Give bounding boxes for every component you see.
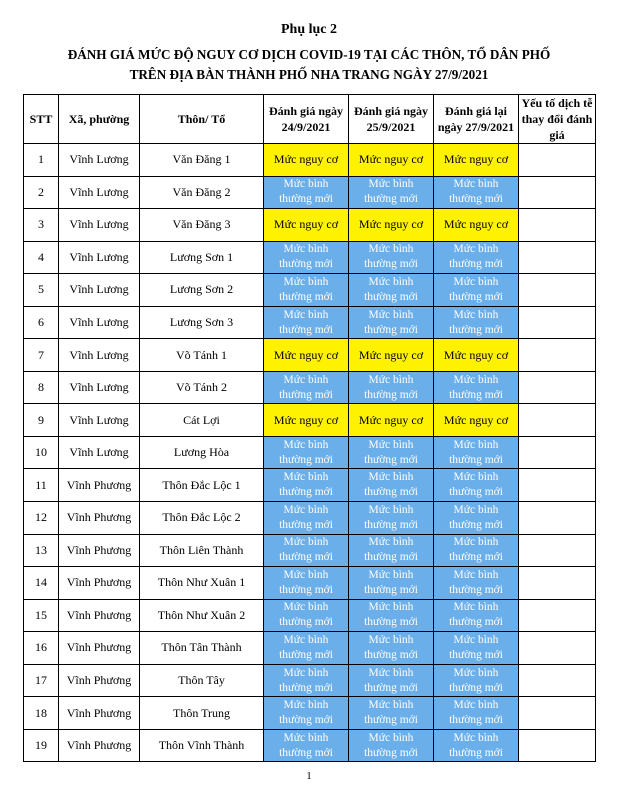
cell-village: Văn Đăng 1: [140, 144, 264, 177]
cell-eval-3: [434, 469, 519, 502]
level-normal-line-2: thường mới: [279, 388, 333, 401]
level-normal-line-1: Mức bình: [453, 633, 499, 646]
cell-eval-2: [349, 436, 434, 469]
document-title: [0, 45, 618, 85]
cell-stt: 9: [24, 404, 59, 437]
level-normal-line-1: Mức bình: [453, 601, 499, 614]
cell-village: Võ Tánh 1: [140, 339, 264, 372]
cell-ward: Vĩnh Phương: [59, 599, 140, 632]
table-row: [24, 404, 596, 437]
header-eval-1-line-1: Đánh giá ngày: [268, 104, 344, 118]
level-normal-line-2: thường mới: [279, 616, 333, 629]
table-row: [24, 469, 596, 502]
table-row: [24, 599, 596, 632]
cell-eval-1: Mức nguy cơ: [264, 144, 349, 177]
level-normal-line-2: thường mới: [279, 323, 333, 336]
header-eval-2-line-1: Đánh giá ngày: [353, 104, 429, 118]
header-eval-2-line-2: 25/9/2021: [366, 120, 416, 134]
title-line-2: TRÊN ĐỊA BÀN THÀNH PHỐ NHA TRANG NGÀY 27/9/2021: [129, 67, 489, 82]
level-normal-line-2: thường mới: [364, 714, 418, 727]
cell-eval-1: Mức nguy cơ: [264, 404, 349, 437]
cell-factor: [519, 209, 596, 242]
cell-village: Lương Sơn 2: [140, 274, 264, 307]
cell-eval-2: [349, 567, 434, 600]
level-normal-line-1: Mức bình: [283, 666, 329, 679]
cell-eval-2: [349, 599, 434, 632]
level-normal-line-2: thường mới: [279, 290, 333, 303]
level-normal-line-2: thường mới: [279, 453, 333, 466]
cell-village: Văn Đăng 3: [140, 209, 264, 242]
level-normal-line-1: Mức bình: [368, 568, 414, 581]
level-normal-line-2: thường mới: [449, 290, 503, 303]
level-normal-line-2: thường mới: [364, 681, 418, 694]
cell-eval-2: [349, 274, 434, 307]
cell-ward: Vĩnh Lương: [59, 176, 140, 209]
cell-eval-3: Mức nguy cơ: [434, 209, 519, 242]
cell-stt: 10: [24, 436, 59, 469]
level-normal-line-2: thường mới: [364, 323, 418, 336]
cell-eval-3: Mức nguy cơ: [434, 404, 519, 437]
cell-eval-3: [434, 599, 519, 632]
level-normal-line-1: Mức bình: [453, 178, 499, 191]
table-row: [24, 632, 596, 665]
cell-ward: Vĩnh Phương: [59, 469, 140, 502]
cell-eval-3: [434, 176, 519, 209]
table-row: [24, 144, 596, 177]
cell-ward: Vĩnh Phương: [59, 632, 140, 665]
cell-ward: Vĩnh Lương: [59, 436, 140, 469]
table-row: [24, 209, 596, 242]
cell-eval-2: [349, 502, 434, 535]
cell-eval-3: Mức nguy cơ: [434, 339, 519, 372]
table-row: [24, 697, 596, 730]
cell-village: Lương Hòa: [140, 436, 264, 469]
cell-eval-2: Mức nguy cơ: [349, 404, 434, 437]
level-normal-line-2: thường mới: [364, 518, 418, 531]
level-normal-line-2: thường mới: [279, 681, 333, 694]
cell-eval-2: [349, 632, 434, 665]
cell-village: Văn Đăng 2: [140, 176, 264, 209]
header-eval-3-line-2: ngày 27/9/2021: [437, 120, 515, 134]
cell-village: Thôn Trung: [140, 697, 264, 730]
level-normal-line-1: Mức bình: [368, 666, 414, 679]
level-normal-line-1: Mức bình: [283, 243, 329, 256]
cell-village: Thôn Liên Thành: [140, 534, 264, 567]
cell-ward: Vĩnh Phương: [59, 502, 140, 535]
cell-ward: Vĩnh Lương: [59, 404, 140, 437]
header-eval-1: [264, 95, 349, 144]
header-factor: [519, 95, 596, 144]
cell-village: Thôn Đắc Lộc 2: [140, 502, 264, 535]
level-normal-line-1: Mức bình: [453, 471, 499, 484]
cell-factor: [519, 502, 596, 535]
level-normal-line-2: thường mới: [364, 453, 418, 466]
level-normal-line-1: Mức bình: [453, 275, 499, 288]
cell-eval-2: Mức nguy cơ: [349, 339, 434, 372]
cell-stt: 15: [24, 599, 59, 632]
level-normal-line-1: Mức bình: [283, 633, 329, 646]
level-normal-line-1: Mức bình: [453, 243, 499, 256]
level-normal-line-2: thường mới: [449, 486, 503, 499]
page-number: 1: [306, 770, 312, 782]
cell-ward: Vĩnh Lương: [59, 339, 140, 372]
cell-eval-1: [264, 697, 349, 730]
level-normal-line-1: Mức bình: [453, 438, 499, 451]
level-normal-line-1: Mức bình: [283, 438, 329, 451]
level-normal-line-1: Mức bình: [368, 373, 414, 386]
cell-village: Lương Sơn 3: [140, 306, 264, 339]
cell-eval-3: Mức nguy cơ: [434, 144, 519, 177]
table-row: [24, 436, 596, 469]
cell-eval-3: [434, 697, 519, 730]
level-normal-line-2: thường mới: [279, 258, 333, 271]
level-normal-line-1: Mức bình: [368, 731, 414, 744]
level-normal-line-1: Mức bình: [283, 308, 329, 321]
cell-factor: [519, 632, 596, 665]
header-factor-line-1: Yếu tố dịch tễ: [521, 96, 593, 110]
cell-ward: Vĩnh Lương: [59, 306, 140, 339]
table-row: [24, 176, 596, 209]
cell-eval-1: [264, 241, 349, 274]
level-normal-line-2: thường mới: [449, 551, 503, 564]
level-normal-line-2: thường mới: [279, 714, 333, 727]
level-normal-line-2: thường mới: [279, 648, 333, 661]
cell-stt: 5: [24, 274, 59, 307]
header-eval-2: [349, 95, 434, 144]
level-normal-line-2: thường mới: [364, 258, 418, 271]
level-normal-line-2: thường mới: [279, 486, 333, 499]
cell-village: Thôn Tân Thành: [140, 632, 264, 665]
cell-eval-1: [264, 599, 349, 632]
cell-eval-3: [434, 436, 519, 469]
cell-eval-2: [349, 241, 434, 274]
cell-ward: Vĩnh Phương: [59, 664, 140, 697]
cell-factor: [519, 567, 596, 600]
cell-stt: 7: [24, 339, 59, 372]
cell-eval-3: [434, 502, 519, 535]
header-ward: Xã, phường: [59, 95, 140, 144]
cell-eval-1: [264, 176, 349, 209]
cell-factor: [519, 144, 596, 177]
cell-factor: [519, 697, 596, 730]
cell-eval-2: Mức nguy cơ: [349, 144, 434, 177]
cell-eval-1: [264, 534, 349, 567]
level-normal-line-1: Mức bình: [368, 633, 414, 646]
header-factor-line-3: giá: [549, 128, 565, 142]
cell-ward: Vĩnh Lương: [59, 371, 140, 404]
cell-ward: Vĩnh Lương: [59, 144, 140, 177]
level-normal-line-1: Mức bình: [368, 178, 414, 191]
cell-eval-1: [264, 436, 349, 469]
table-header-row: [24, 95, 596, 144]
cell-eval-3: [434, 534, 519, 567]
cell-village: Võ Tánh 2: [140, 371, 264, 404]
cell-eval-1: [264, 502, 349, 535]
level-normal-line-1: Mức bình: [283, 471, 329, 484]
cell-eval-2: [349, 534, 434, 567]
cell-stt: 18: [24, 697, 59, 730]
level-normal-line-2: thường mới: [449, 681, 503, 694]
assessment-table: [23, 94, 596, 762]
cell-eval-2: [349, 664, 434, 697]
cell-village: Thôn Vĩnh Thành: [140, 729, 264, 762]
level-normal-line-1: Mức bình: [453, 373, 499, 386]
level-normal-line-1: Mức bình: [368, 275, 414, 288]
level-normal-line-1: Mức bình: [453, 699, 499, 712]
cell-stt: 19: [24, 729, 59, 762]
cell-ward: Vĩnh Phương: [59, 697, 140, 730]
cell-stt: 6: [24, 306, 59, 339]
level-normal-line-1: Mức bình: [283, 536, 329, 549]
cell-village: Thôn Đắc Lộc 1: [140, 469, 264, 502]
cell-factor: [519, 599, 596, 632]
level-normal-line-2: thường mới: [449, 193, 503, 206]
table-row: [24, 306, 596, 339]
level-normal-line-1: Mức bình: [453, 503, 499, 516]
level-normal-line-1: Mức bình: [453, 731, 499, 744]
level-normal-line-2: thường mới: [449, 714, 503, 727]
cell-eval-1: [264, 729, 349, 762]
level-normal-line-1: Mức bình: [283, 699, 329, 712]
cell-factor: [519, 436, 596, 469]
cell-eval-1: [264, 469, 349, 502]
cell-eval-3: [434, 664, 519, 697]
level-normal-line-2: thường mới: [364, 388, 418, 401]
cell-factor: [519, 404, 596, 437]
cell-stt: 13: [24, 534, 59, 567]
cell-eval-2: [349, 469, 434, 502]
cell-ward: Vĩnh Phương: [59, 729, 140, 762]
cell-ward: Vĩnh Lương: [59, 274, 140, 307]
cell-factor: [519, 664, 596, 697]
table-body: [24, 144, 596, 762]
level-normal-line-2: thường mới: [449, 583, 503, 596]
cell-village: Thôn Như Xuân 1: [140, 567, 264, 600]
table-row: [24, 274, 596, 307]
cell-stt: 1: [24, 144, 59, 177]
table-row: [24, 729, 596, 762]
cell-ward: Vĩnh Phương: [59, 567, 140, 600]
level-normal-line-1: Mức bình: [368, 471, 414, 484]
cell-factor: [519, 371, 596, 404]
cell-village: Lương Sơn 1: [140, 241, 264, 274]
level-normal-line-2: thường mới: [449, 258, 503, 271]
cell-stt: 16: [24, 632, 59, 665]
cell-factor: [519, 176, 596, 209]
cell-stt: 17: [24, 664, 59, 697]
cell-factor: [519, 469, 596, 502]
cell-eval-1: [264, 306, 349, 339]
cell-stt: 3: [24, 209, 59, 242]
appendix-label: Phụ lục 2: [280, 22, 337, 37]
header-eval-1-line-2: 24/9/2021: [281, 120, 331, 134]
level-normal-line-1: Mức bình: [283, 731, 329, 744]
cell-eval-3: [434, 241, 519, 274]
cell-eval-1: [264, 567, 349, 600]
level-normal-line-2: thường mới: [364, 583, 418, 596]
level-normal-line-1: Mức bình: [368, 438, 414, 451]
level-normal-line-2: thường mới: [279, 518, 333, 531]
level-normal-line-1: Mức bình: [453, 666, 499, 679]
level-normal-line-2: thường mới: [364, 551, 418, 564]
level-normal-line-2: thường mới: [449, 746, 503, 759]
header-eval-3: [434, 95, 519, 144]
level-normal-line-2: thường mới: [364, 290, 418, 303]
cell-factor: [519, 241, 596, 274]
level-normal-line-2: thường mới: [449, 518, 503, 531]
cell-ward: Vĩnh Lương: [59, 209, 140, 242]
cell-eval-3: [434, 567, 519, 600]
cell-eval-2: [349, 371, 434, 404]
header-stt: STT: [24, 95, 59, 144]
level-normal-line-1: Mức bình: [368, 601, 414, 614]
cell-stt: 11: [24, 469, 59, 502]
level-normal-line-1: Mức bình: [283, 601, 329, 614]
level-normal-line-1: Mức bình: [368, 503, 414, 516]
table-row: [24, 371, 596, 404]
cell-eval-3: [434, 274, 519, 307]
cell-ward: Vĩnh Phương: [59, 534, 140, 567]
cell-village: Thôn Tây: [140, 664, 264, 697]
level-normal-line-2: thường mới: [449, 323, 503, 336]
level-normal-line-1: Mức bình: [368, 536, 414, 549]
level-normal-line-1: Mức bình: [368, 243, 414, 256]
level-normal-line-2: thường mới: [449, 453, 503, 466]
level-normal-line-2: thường mới: [279, 193, 333, 206]
header-eval-3-line-1: Đánh giá lại: [444, 104, 507, 118]
level-normal-line-1: Mức bình: [283, 568, 329, 581]
level-normal-line-2: thường mới: [449, 648, 503, 661]
cell-eval-2: [349, 306, 434, 339]
cell-factor: [519, 306, 596, 339]
cell-eval-2: Mức nguy cơ: [349, 209, 434, 242]
cell-eval-2: [349, 697, 434, 730]
cell-eval-3: [434, 306, 519, 339]
level-normal-line-1: Mức bình: [453, 308, 499, 321]
cell-eval-2: [349, 729, 434, 762]
title-line-1: ĐÁNH GIÁ MỨC ĐỘ NGUY CƠ DỊCH COVID-19 TẠI CÁC THÔN, TỔ DÂN PHỐ: [67, 47, 551, 62]
cell-eval-3: [434, 371, 519, 404]
cell-village: Cát Lợi: [140, 404, 264, 437]
cell-stt: 8: [24, 371, 59, 404]
level-normal-line-1: Mức bình: [368, 699, 414, 712]
cell-eval-1: [264, 274, 349, 307]
level-normal-line-2: thường mới: [364, 746, 418, 759]
table-row: [24, 534, 596, 567]
cell-eval-1: Mức nguy cơ: [264, 339, 349, 372]
cell-eval-2: [349, 176, 434, 209]
level-normal-line-1: Mức bình: [283, 178, 329, 191]
level-normal-line-1: Mức bình: [283, 503, 329, 516]
level-normal-line-2: thường mới: [364, 486, 418, 499]
level-normal-line-2: thường mới: [279, 746, 333, 759]
cell-stt: 12: [24, 502, 59, 535]
table-row: [24, 241, 596, 274]
level-normal-line-2: thường mới: [279, 551, 333, 564]
cell-factor: [519, 339, 596, 372]
table-row: [24, 339, 596, 372]
cell-factor: [519, 534, 596, 567]
cell-stt: 2: [24, 176, 59, 209]
level-normal-line-1: Mức bình: [368, 308, 414, 321]
cell-stt: 4: [24, 241, 59, 274]
cell-ward: Vĩnh Lương: [59, 241, 140, 274]
cell-factor: [519, 274, 596, 307]
cell-eval-3: [434, 729, 519, 762]
header-village: Thôn/ Tổ: [140, 95, 264, 144]
level-normal-line-2: thường mới: [449, 388, 503, 401]
cell-factor: [519, 729, 596, 762]
cell-village: Thôn Như Xuân 2: [140, 599, 264, 632]
level-normal-line-2: thường mới: [364, 648, 418, 661]
table-row: [24, 567, 596, 600]
level-normal-line-1: Mức bình: [453, 536, 499, 549]
cell-eval-1: Mức nguy cơ: [264, 209, 349, 242]
cell-eval-1: [264, 632, 349, 665]
level-normal-line-1: Mức bình: [453, 568, 499, 581]
table-row: [24, 502, 596, 535]
cell-eval-3: [434, 632, 519, 665]
cell-stt: 14: [24, 567, 59, 600]
level-normal-line-2: thường mới: [364, 193, 418, 206]
level-normal-line-2: thường mới: [279, 583, 333, 596]
cell-eval-1: [264, 371, 349, 404]
cell-eval-1: [264, 664, 349, 697]
level-normal-line-2: thường mới: [449, 616, 503, 629]
level-normal-line-1: Mức bình: [283, 275, 329, 288]
level-normal-line-1: Mức bình: [283, 373, 329, 386]
header-factor-line-2: thay đổi đánh: [521, 112, 593, 126]
table-row: [24, 664, 596, 697]
level-normal-line-2: thường mới: [364, 616, 418, 629]
